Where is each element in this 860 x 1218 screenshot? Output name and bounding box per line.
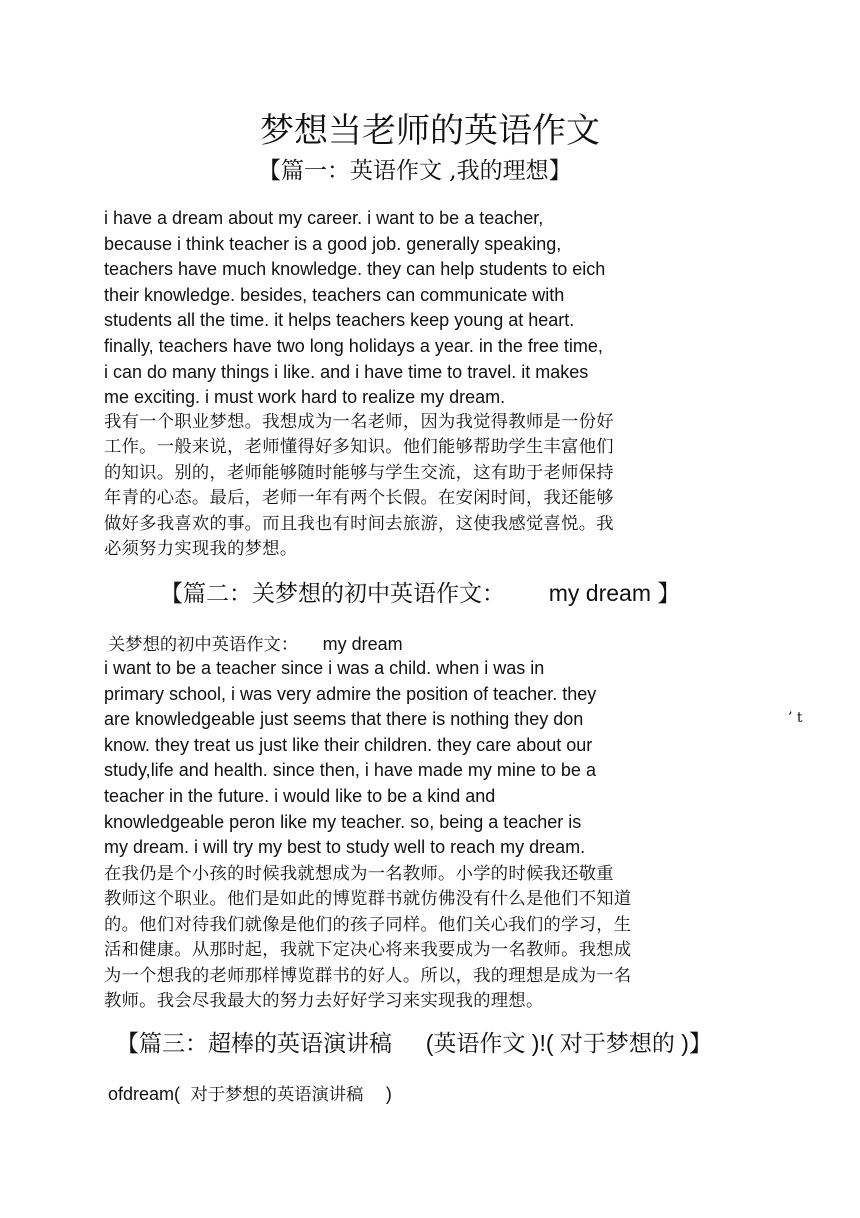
section2-english-paragraph: i want to be a teacher since i was a child. when i was in primary school, i was very admire the position of teacher. they are knowledgeable just seems that there is nothing they don know. they treat us just like their children. they care about our study,life and health. since then, i have made my mine to be a teacher in the future. i would like to be a kind and knowledgeable peron like my teacher. so, being a teacher is my dream. i will try my best to study well to reach my dream. bbox=[104, 658, 597, 858]
section3-line-cn: 对于梦想的英语演讲稿 bbox=[190, 1085, 364, 1105]
section1-heading: 【篇一：英语作文 ,我的理想】 bbox=[258, 158, 572, 184]
section1-english-paragraph: i have a dream about my career. i want to be a teacher, because i think teacher is a good job. generally speaking, teachers have much knowledge. they can help students to eich their knowledge. besides, teachers can communicate with students all the time. it helps teachers keep young at heart. finally, teachers have two long holidays a year. in the free time, i can do many things i like. and i have time to travel. it makes me exciting. i must work hard to realize my dream. bbox=[104, 208, 606, 408]
section3-heading-b: (英语作文 )!( 对于梦想的 )】 bbox=[425, 1030, 712, 1056]
section2-heading-en: my dream 】 bbox=[548, 580, 681, 606]
section2-subtitle bbox=[108, 630, 403, 655]
section3-heading bbox=[116, 1028, 712, 1059]
section1-chinese-paragraph: 我有一个职业梦想。我想成为一名老师，因为我觉得教师是一份好 工作。一般来说，老师懂得好多知识。他们能够帮助学生丰富他们 的知识。别的，老师能够随时能够与学生交流，这有助于老师保持 年青的心态。最后，老师一年有两个长假。在安闲时间，我还能够 做好多我喜欢的事。而且我也有时间去旅游，这使我感觉喜悦。我 必须努力实现我的梦想。 bbox=[104, 412, 614, 560]
section2-subtitle-en: my dream bbox=[322, 634, 403, 654]
section3-line-en: ofdream( bbox=[108, 1084, 181, 1104]
section2-heading bbox=[160, 578, 680, 609]
section2-chinese-paragraph: 在我仍是个小孩的时候我就想成为一名教师。小学的时候我还敬重 教师这个职业。他们是如此的博览群书就仿佛没有什么是他们不知道 的。他们对待我们就像是他们的孩子同样。他们关心我们的学习，生 活和健康。从那时起，我就下定决心将来我要成为一名教师。我想成 为一个想我的老师那样博览群书的好人。所以，我的理想是成为一名 教师。我会尽我最大的努力去好好学习来实现我的理想。 bbox=[104, 864, 632, 1012]
margin-mark: ’ t bbox=[788, 710, 803, 726]
section3-line-close: ) bbox=[385, 1084, 392, 1104]
section2-subtitle-cn: 关梦想的初中英语作文： bbox=[108, 635, 299, 655]
document-title: 梦想当老师的英语作文 bbox=[260, 111, 600, 151]
section3-heading-a: 【篇三：超棒的英语演讲稿 bbox=[116, 1031, 392, 1057]
section2-heading-cn: 【篇二：关梦想的初中英语作文： bbox=[160, 581, 505, 607]
section3-first-line bbox=[108, 1080, 392, 1105]
